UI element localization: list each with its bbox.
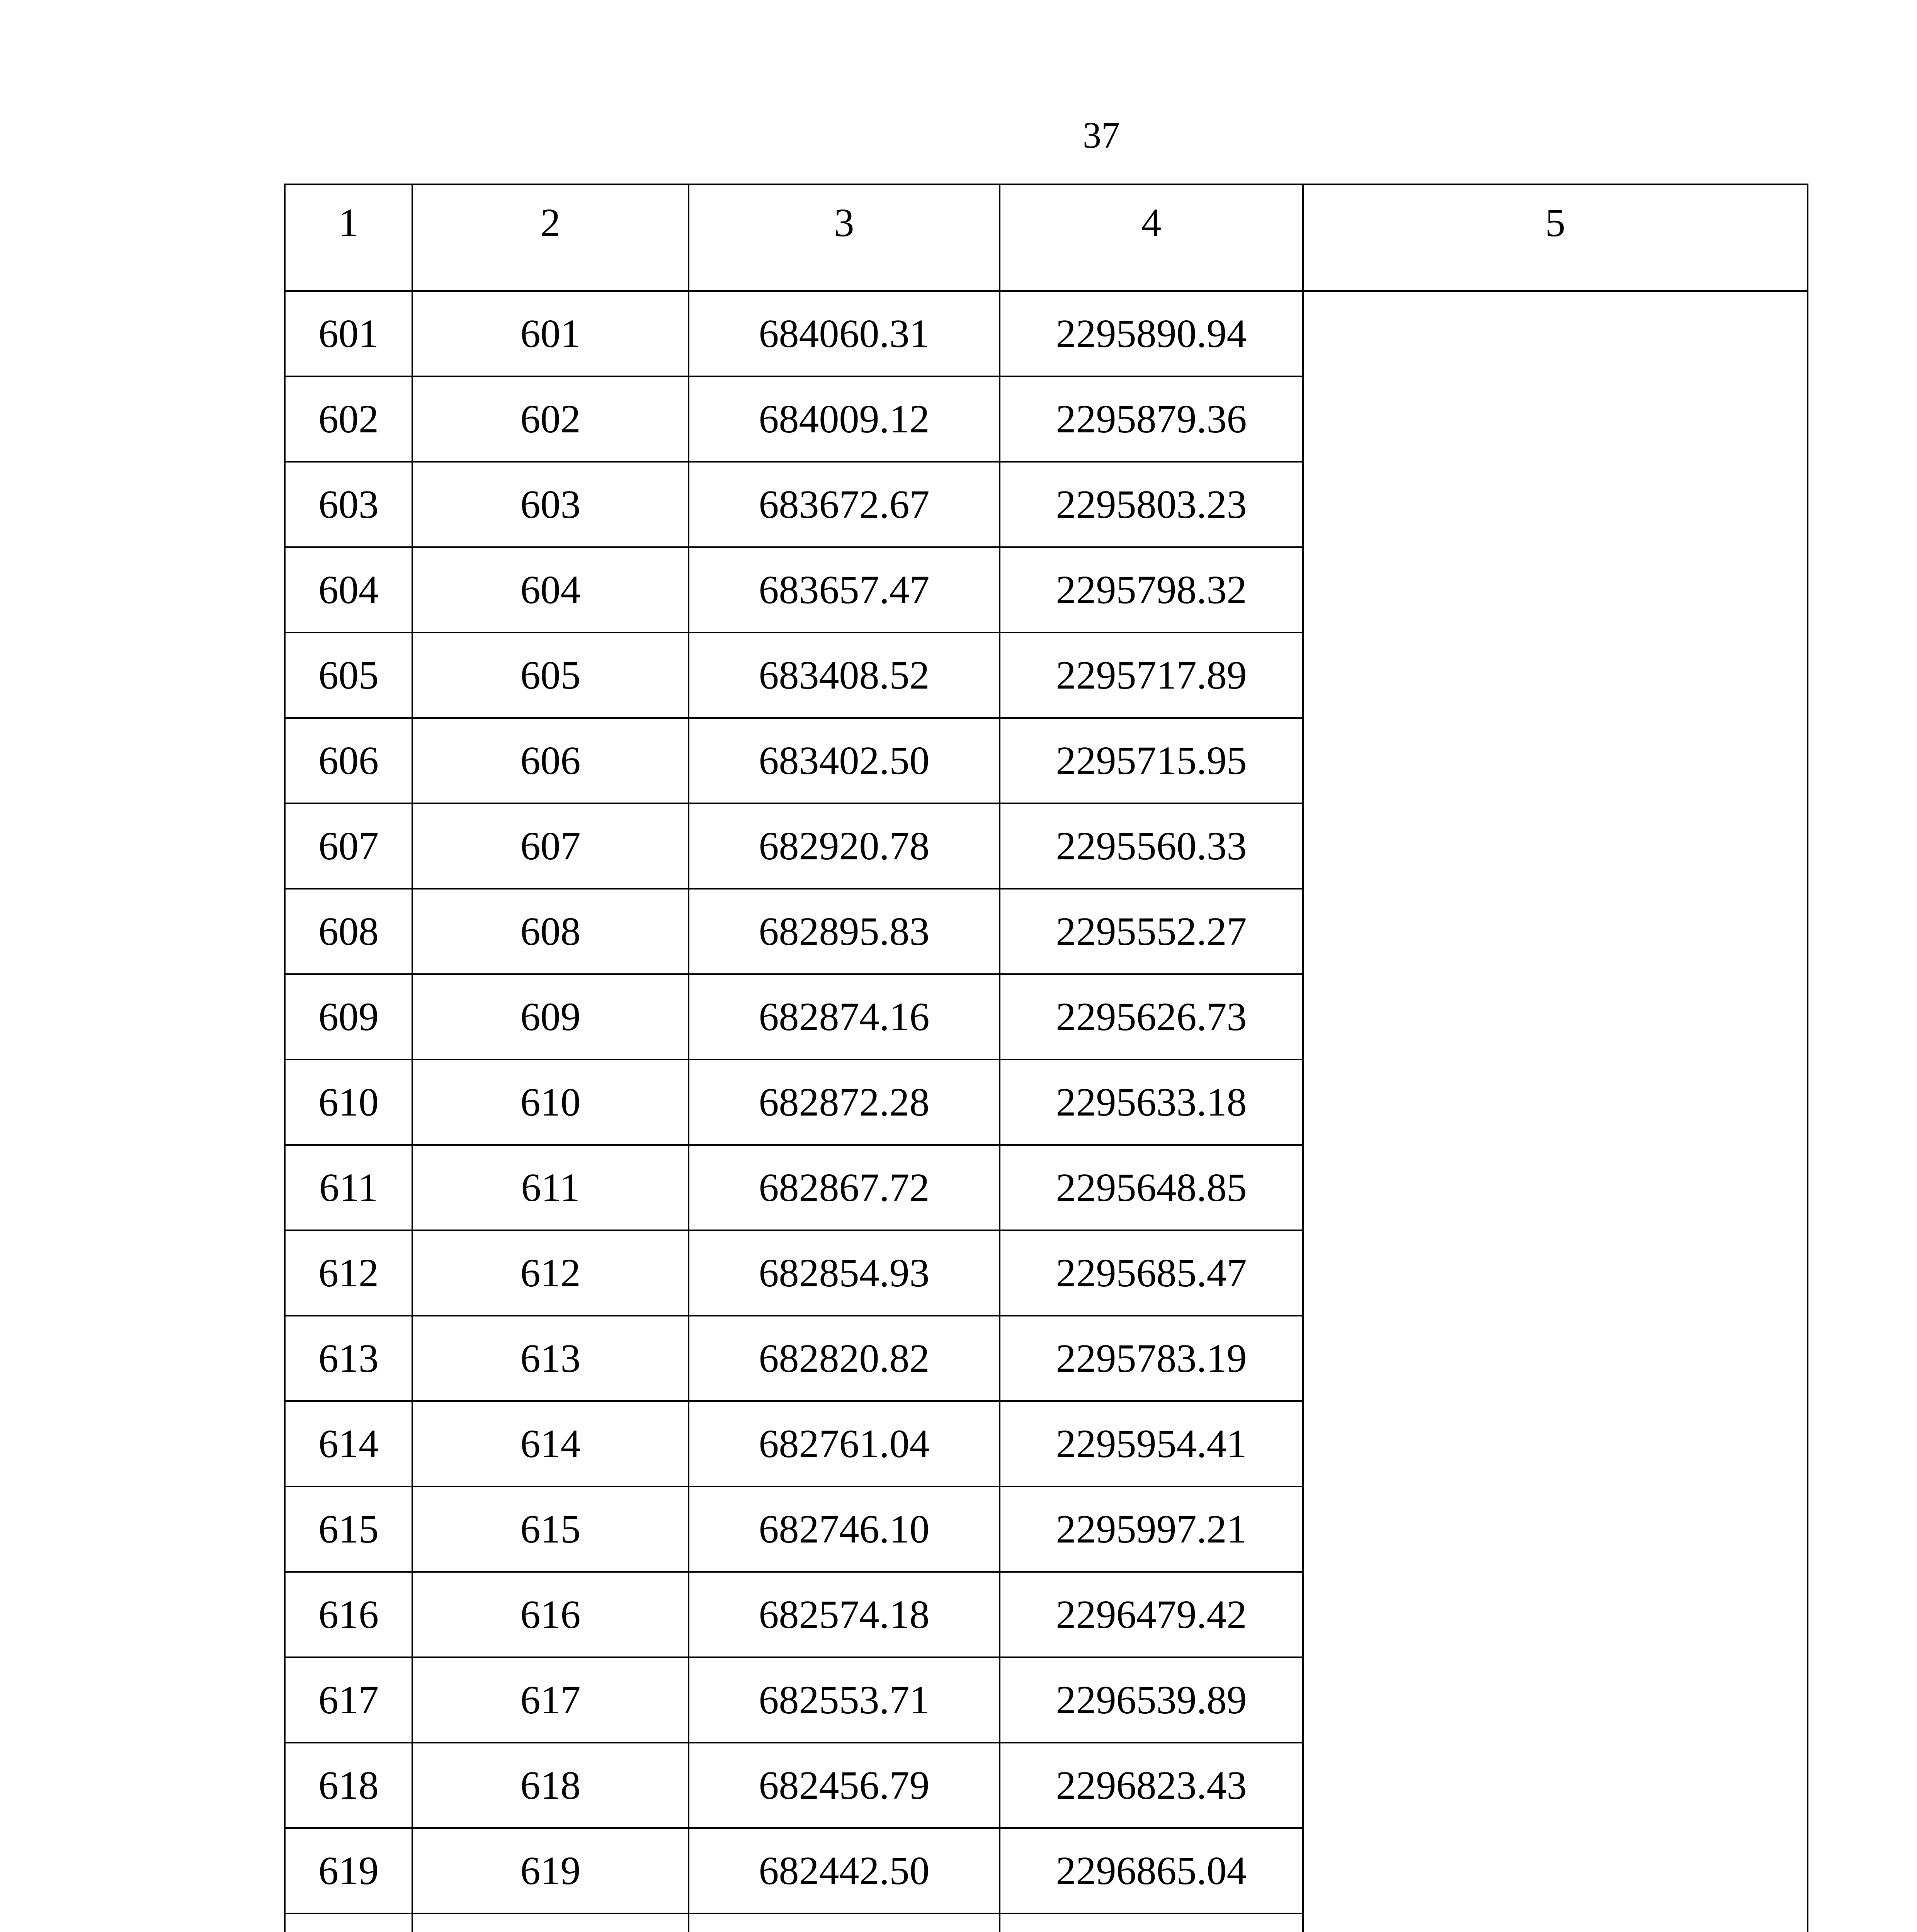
table-cell: 683402.50	[689, 718, 1000, 803]
table-cell: 609	[285, 974, 412, 1060]
table-cell: 2295954.41	[1000, 1401, 1303, 1486]
table-cell: 2295552.27	[1000, 889, 1303, 974]
table-cell: 682895.83	[689, 889, 1000, 974]
table-cell: 2295626.73	[1000, 974, 1303, 1060]
column-5-cell	[1303, 291, 1808, 1932]
table-cell: 684009.12	[689, 376, 1000, 462]
table-cell: 601	[285, 291, 412, 376]
table-cell: 2295715.95	[1000, 718, 1303, 803]
table-cell: 616	[285, 1572, 412, 1657]
table-cell: 682442.50	[689, 1828, 1000, 1913]
table-cell: 613	[285, 1316, 412, 1401]
table-cell: 607	[412, 803, 689, 889]
table-cell: 603	[285, 462, 412, 547]
table-cell: 682746.10	[689, 1486, 1000, 1572]
table-cell: 2295648.85	[1000, 1145, 1303, 1230]
table-cell	[689, 1913, 1000, 1932]
table-cell: 619	[285, 1828, 412, 1913]
table-cell: 615	[412, 1486, 689, 1572]
coordinates-table	[284, 184, 1808, 1932]
table-cell: 2295560.33	[1000, 803, 1303, 889]
table-cell: 617	[412, 1657, 689, 1743]
table-cell: 682920.78	[689, 803, 1000, 889]
table-cell: 682553.71	[689, 1657, 1000, 1743]
column-header: 4	[1000, 184, 1303, 291]
table-cell: 2295890.94	[1000, 291, 1303, 376]
table-cell: 2295879.36	[1000, 376, 1303, 462]
table-cell: 614	[412, 1401, 689, 1486]
table-cell: 2295633.18	[1000, 1060, 1303, 1145]
table-cell: 2295685.47	[1000, 1230, 1303, 1316]
table-cell: 611	[412, 1145, 689, 1230]
table-cell: 603	[412, 462, 689, 547]
table-cell: 618	[412, 1743, 689, 1828]
table-cell: 602	[412, 376, 689, 462]
table-cell: 2296539.89	[1000, 1657, 1303, 1743]
table-cell: 682874.16	[689, 974, 1000, 1060]
table-body	[285, 291, 1808, 1932]
table-cell: 608	[285, 889, 412, 974]
column-header: 2	[412, 184, 689, 291]
table-cell: 610	[412, 1060, 689, 1145]
table-cell: 610	[285, 1060, 412, 1145]
table-cell	[285, 1913, 412, 1932]
table-cell: 605	[412, 633, 689, 718]
column-header: 5	[1303, 184, 1808, 291]
table-cell: 619	[412, 1828, 689, 1913]
table-cell: 611	[285, 1145, 412, 1230]
table-row	[285, 291, 1808, 376]
table-cell: 682574.18	[689, 1572, 1000, 1657]
page-number: 37	[1083, 114, 1120, 156]
table-cell: 616	[412, 1572, 689, 1657]
table-cell: 684060.31	[689, 291, 1000, 376]
table-cell: 2295783.19	[1000, 1316, 1303, 1401]
table-cell: 613	[412, 1316, 689, 1401]
table-cell: 682867.72	[689, 1145, 1000, 1230]
table-cell: 617	[285, 1657, 412, 1743]
table-cell: 604	[412, 547, 689, 633]
table-cell: 682854.93	[689, 1230, 1000, 1316]
table-cell: 2295717.89	[1000, 633, 1303, 718]
table-cell	[1000, 1913, 1303, 1932]
table-cell: 2296479.42	[1000, 1572, 1303, 1657]
table-cell: 2296865.04	[1000, 1828, 1303, 1913]
table-cell: 604	[285, 547, 412, 633]
table-cell: 614	[285, 1401, 412, 1486]
table-header-row	[285, 184, 1808, 291]
table-cell: 683408.52	[689, 633, 1000, 718]
table-cell: 609	[412, 974, 689, 1060]
table-cell: 615	[285, 1486, 412, 1572]
column-header: 1	[285, 184, 412, 291]
table-cell: 2295997.21	[1000, 1486, 1303, 1572]
table-cell: 605	[285, 633, 412, 718]
column-header: 3	[689, 184, 1000, 291]
table-cell	[412, 1913, 689, 1932]
table-cell: 682872.28	[689, 1060, 1000, 1145]
table-cell: 618	[285, 1743, 412, 1828]
table-cell: 2296823.43	[1000, 1743, 1303, 1828]
table-cell: 608	[412, 889, 689, 974]
table-cell: 606	[285, 718, 412, 803]
table-cell: 682761.04	[689, 1401, 1000, 1486]
table-cell: 607	[285, 803, 412, 889]
table-cell: 606	[412, 718, 689, 803]
table-cell: 683672.67	[689, 462, 1000, 547]
table-cell: 612	[412, 1230, 689, 1316]
table-cell: 612	[285, 1230, 412, 1316]
table-cell: 682820.82	[689, 1316, 1000, 1401]
table-cell: 2295798.32	[1000, 547, 1303, 633]
table-cell: 2295803.23	[1000, 462, 1303, 547]
table-cell: 682456.79	[689, 1743, 1000, 1828]
table-cell: 602	[285, 376, 412, 462]
table-cell: 683657.47	[689, 547, 1000, 633]
table-cell: 601	[412, 291, 689, 376]
